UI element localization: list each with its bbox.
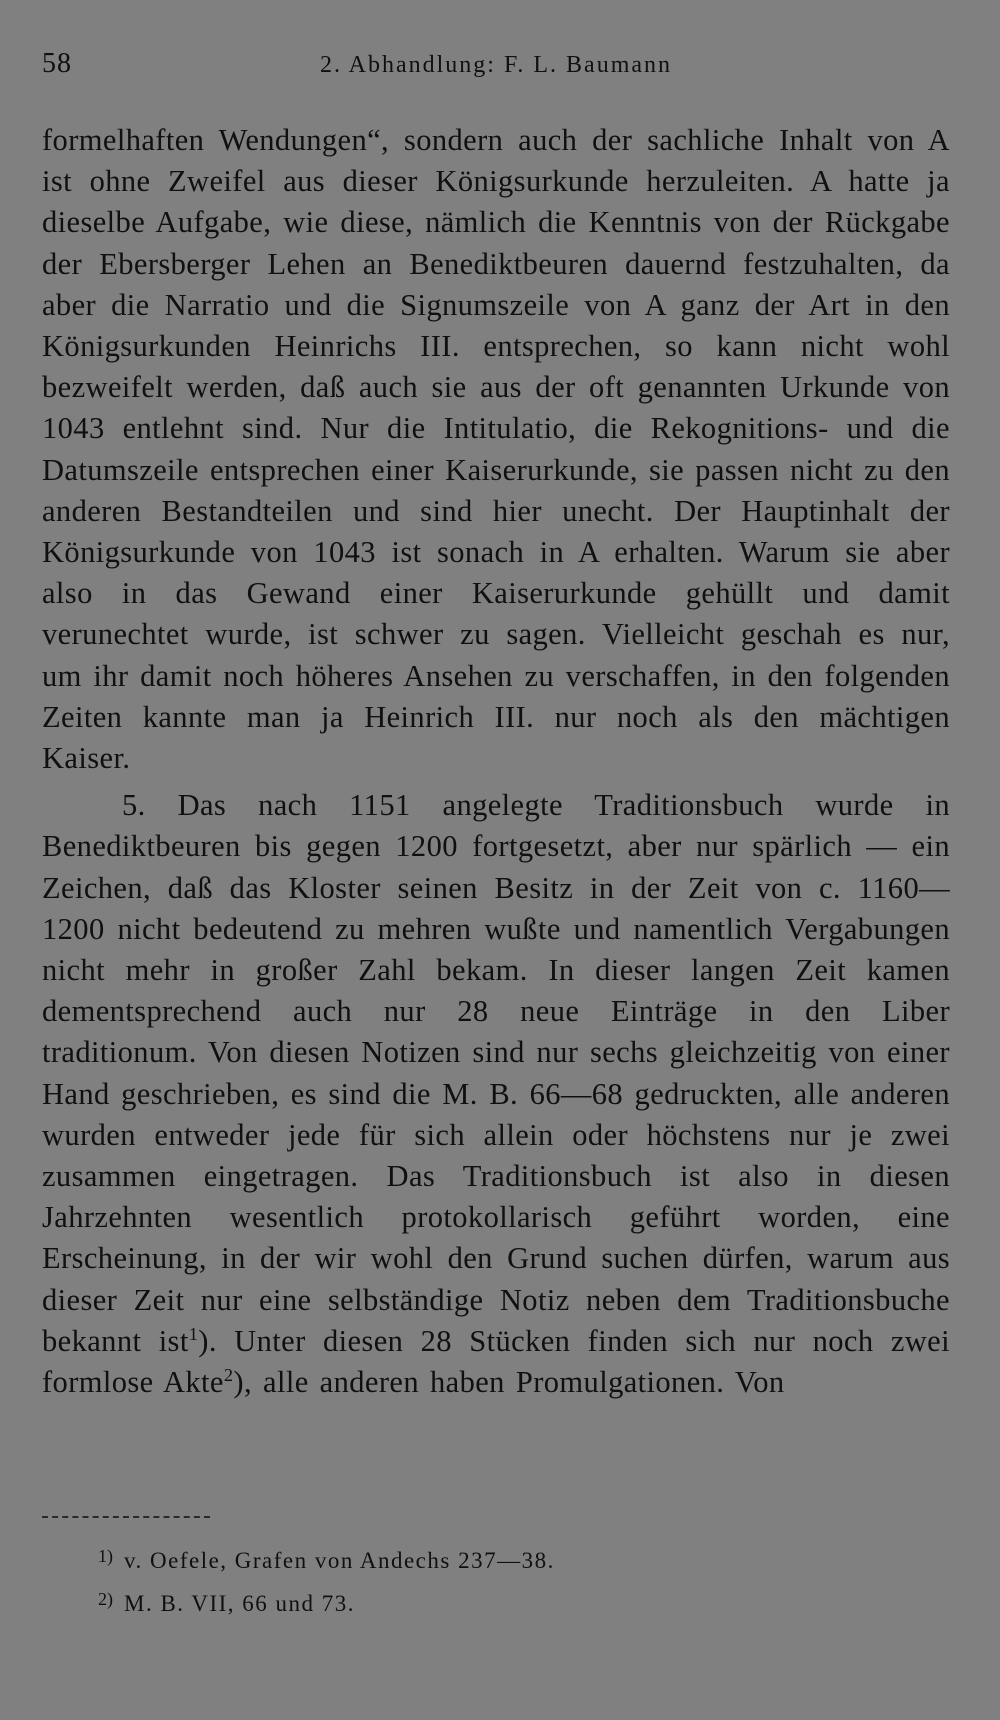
footnote-separator [42,1516,210,1518]
footnote-1-text: v. Oefele, Grafen von Andechs 237—38. [124,1548,555,1573]
footnote-2-mark: 2) [98,1589,113,1609]
footnote-2-text: M. B. VII, 66 und 73. [124,1591,356,1616]
paragraph-2 [42,785,950,1403]
running-head: 2. Abhandlung: F. L. Baumann [319,52,673,78]
page-number: 58 [42,48,72,79]
footnotes [98,1537,948,1623]
footnote-1-mark: 1) [98,1546,113,1566]
body-text [42,120,950,1403]
footnote-1 [98,1537,948,1580]
footnote-2 [98,1580,948,1623]
footnote-ref-1: 1 [188,1323,199,1344]
page-header [42,48,950,88]
paragraph-2-text-a: 5. Das nach 1151 angelegte Traditionsbuch wurde in Benediktbeuren bis gegen 1200 fortgesetzt, aber nur spärlich — ein Zeichen, daß das Kloster seinen Besitz in der Zeit von c. 1160—1200 nicht bedeutend zu mehren wußte und namentlich Vergabungen nicht mehr in großer Zahl bekam. In dieser langen Zeit kamen dementsprechend auch nur 28 neue Einträge in den Liber traditionum. Von diesen Notizen sind nur sechs gleichzeitig von einer Hand geschrieben, es sind die M. B. 66—68 gedruckten, alle anderen wurden entweder jede für sich allein oder höchstens nur je zwei zusammen eingetragen. Das Traditionsbuch ist also in diesen Jahrzehnten wesentlich protokollarisch geführt worden, eine Erscheinung, in der wir wohl den Grund suchen dürfen, warum aus dieser Zeit nur eine selbständige Notiz neben dem Traditionsbuche bekannt ist [42,788,950,1358]
paragraph-2-text-c: ), alle anderen haben Promulgationen. Von [233,1365,785,1400]
paragraph-2-text-b: ). Unter diesen 28 Stücken finden sich nur noch zwei formlose Akte [42,1323,950,1400]
paragraph-1: formelhaften Wendungen“, sondern auch der sachliche Inhalt von A ist ohne Zweifel aus dieser Königsurkunde herzuleiten. A hatte ja dieselbe Aufgabe, wie diese, nämlich die Kenntnis von der Rückgabe der Ebersberger Lehen an Benediktbeuren dauernd festzuhalten, da aber die Narratio und die Signumszeile von A ganz der Art in den Königsurkunden Heinrichs III. entsprechen, so kann nicht wohl bezweifelt werden, daß auch sie aus der oft genannten Urkunde von 1043 entlehnt sind. Nur die Intitulatio, die Rekognitions- und die Datumszeile entsprechen einer Kaiserurkunde, sie passen nicht zu den anderen Bestandteilen und sind hier unecht. Der Hauptinhalt der Königsurkunde von 1043 ist sonach in A erhalten. Warum sie aber also in das Gewand einer Kaiserurkunde gehüllt und damit verunechtet wurde, ist schwer zu sagen. Vielleicht geschah es nur, um ihr damit noch höheres Ansehen zu verschaffen, in den folgenden Zeiten kannte man ja Heinrich III. nur noch als den mächtigen Kaiser. [42,123,950,776]
footnote-ref-2: 2 [223,1364,234,1385]
